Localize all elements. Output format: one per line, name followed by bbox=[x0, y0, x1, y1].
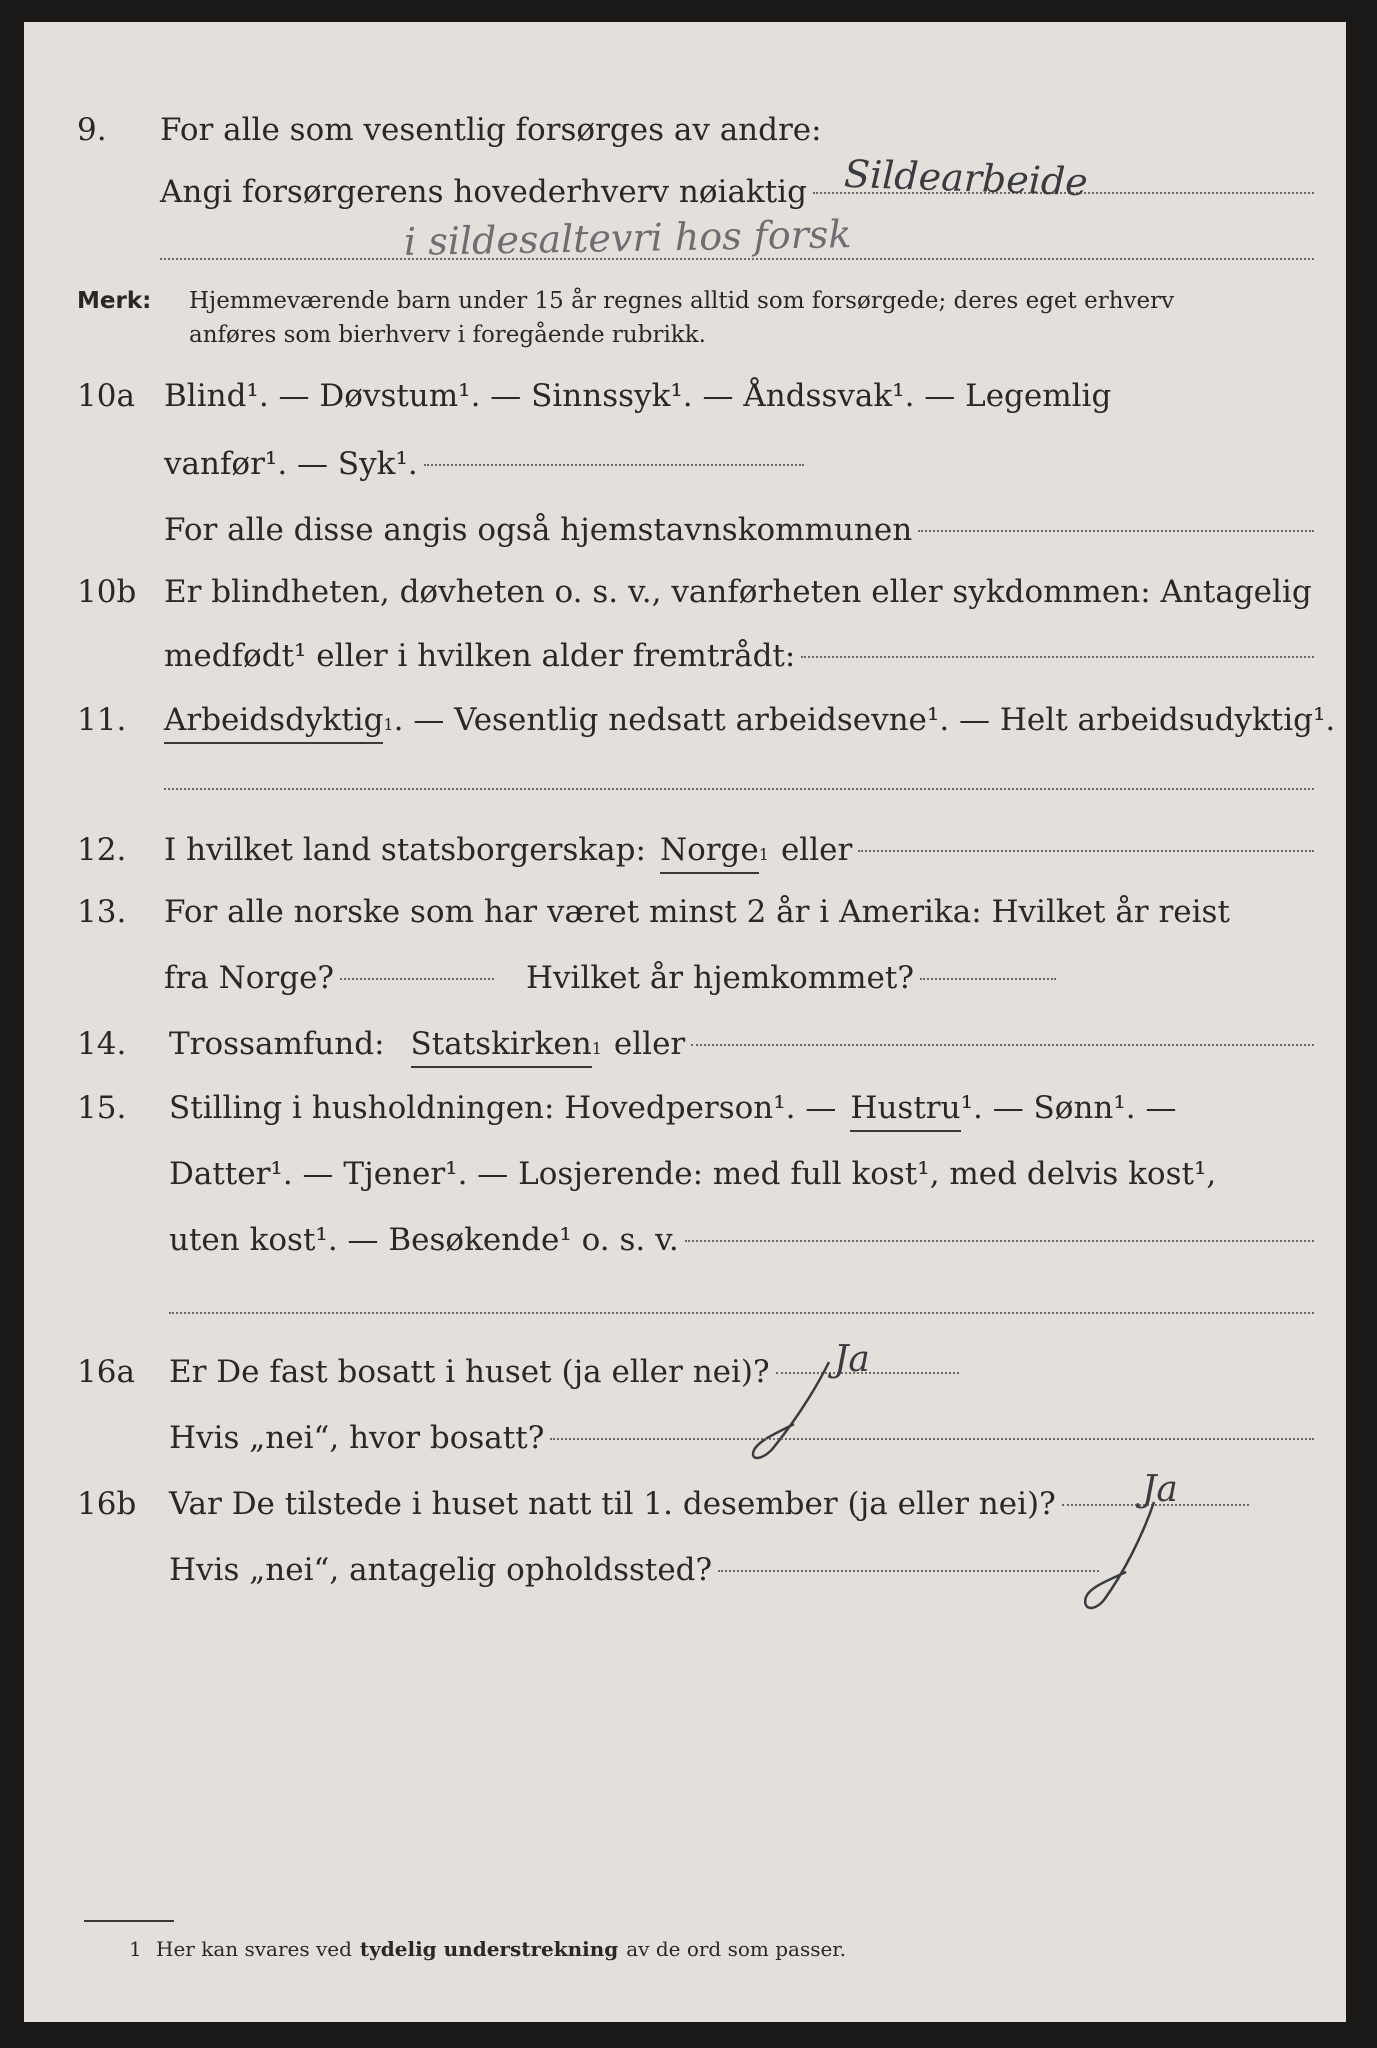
q13-return-label: Hvilket år hjemkommet? bbox=[526, 960, 914, 996]
q14-label: Trossamfund: bbox=[169, 1026, 385, 1062]
q16b-number: 16b bbox=[77, 1486, 137, 1522]
q16a-question: Er De fast bosatt i huset (ja eller nei)? bbox=[169, 1354, 770, 1390]
q10a-row-3 bbox=[24, 508, 1346, 552]
q12-citizenship-field[interactable]: I hvilket land statsborgerskap: Norge 1 eller bbox=[164, 828, 1314, 874]
q10b-row-1 bbox=[24, 570, 1346, 614]
q16a-address-field[interactable] bbox=[169, 1416, 1314, 1460]
q15-row-1 bbox=[24, 1086, 1346, 1130]
q12-row bbox=[24, 828, 1346, 872]
q12-question: I hvilket land statsborgerskap: bbox=[164, 832, 646, 868]
q16b-location-label: Hvis „nei“, antagelig opholdssted? bbox=[169, 1552, 713, 1588]
q16a-row-2 bbox=[24, 1416, 1346, 1460]
q11-options: Arbeidsdyktig 1 . — Vesentlig nedsatt arbeidsevne¹. — Helt arbeidsudyktig¹. bbox=[164, 698, 1335, 744]
q16b-row-2 bbox=[24, 1548, 1346, 1592]
q10a-row-2 bbox=[24, 442, 1346, 486]
q10a-row-1 bbox=[24, 374, 1346, 418]
q15-choice-hustru[interactable]: Hustru bbox=[850, 1086, 960, 1132]
merk-label: Merk: bbox=[77, 288, 152, 314]
q15-number: 15. bbox=[77, 1090, 127, 1126]
footnote-mark: 1 bbox=[129, 1937, 142, 1961]
q13-departure-label: fra Norge? bbox=[164, 960, 335, 996]
q9-row-1 bbox=[24, 108, 1346, 152]
q16a-address-label: Hvis „nei“, hvor bosatt? bbox=[169, 1420, 545, 1456]
q16b-handwritten-answer: Ja bbox=[1142, 1469, 1178, 1510]
q10a-options: Blind¹. — Døvstum¹. — Sinnssyk¹. — Åndssvak¹. — Legemlig bbox=[164, 378, 1112, 414]
q12-eller: eller bbox=[780, 832, 853, 868]
q9-number: 9. bbox=[77, 112, 107, 148]
q16b-location-field[interactable] bbox=[169, 1548, 1099, 1592]
footnote-text-a: Her kan svares ved bbox=[156, 1937, 352, 1961]
q9-row-2 bbox=[24, 151, 1346, 214]
q14-choice-statskirken[interactable]: Statskirken bbox=[411, 1022, 592, 1068]
q16a-row-1 bbox=[24, 1339, 1346, 1394]
q10b-question-2: medfødt¹ eller i hvilken alder fremtrådt: bbox=[164, 638, 796, 674]
q13-row-2 bbox=[24, 956, 1346, 1000]
q15-options-2: Datter¹. — Tjener¹. — Losjerende: med full kost¹, med delvis kost¹, bbox=[169, 1156, 1217, 1192]
q16a-handwritten-answer: Ja bbox=[834, 1339, 870, 1380]
q16a-number: 16a bbox=[77, 1354, 135, 1390]
q15-other-field[interactable] bbox=[169, 1218, 1314, 1262]
q15-blank-line[interactable] bbox=[169, 1312, 1314, 1314]
q15-label: Stilling i husholdningen: Hovedperson¹. — bbox=[169, 1090, 837, 1126]
q14-row bbox=[24, 1022, 1346, 1066]
q13-row-1 bbox=[24, 890, 1346, 934]
q13-question: For alle norske som har været minst 2 år i Amerika: Hvilket år reist bbox=[164, 894, 1230, 930]
q9-handwritten-answer-1: Sildearbeide bbox=[843, 151, 1089, 205]
q14-number: 14. bbox=[77, 1026, 127, 1062]
q12-choice-norge[interactable]: Norge bbox=[660, 828, 759, 874]
q12-number: 12. bbox=[77, 832, 127, 868]
q15-options-1 bbox=[169, 1086, 1177, 1132]
q10b-question: Er blindheten, døvheten o. s. v., vanførheten eller sykdommen: Antagelig bbox=[164, 574, 1312, 610]
q11-options-rest: . — Vesentlig nedsatt arbeidsevne¹. — Helt arbeidsudyktig¹. bbox=[393, 702, 1336, 738]
footnote-text-c: av de ord som passer. bbox=[626, 1937, 847, 1961]
merk-text-2: anføres som bierhverv i foregående rubrikk. bbox=[189, 322, 706, 348]
q13-return-field[interactable] bbox=[526, 956, 1056, 1000]
q9-question: For alle som vesentlig forsørges av andre: bbox=[160, 112, 822, 148]
census-form-page bbox=[24, 22, 1346, 2022]
q10b-row-2 bbox=[24, 634, 1346, 678]
merk-text-1: Hjemmeværende barn under 15 år regnes alltid som forsørgede; deres eget erhverv bbox=[189, 288, 1175, 314]
q10a-options-2: vanfør¹. — Syk¹. bbox=[164, 446, 418, 482]
footnote bbox=[24, 1932, 1346, 1976]
q11-blank-line[interactable] bbox=[164, 788, 1314, 790]
merk-row-2 bbox=[24, 318, 1346, 362]
q10a-field-1[interactable] bbox=[164, 442, 804, 486]
q11-row bbox=[24, 698, 1346, 742]
q14-eller: eller bbox=[613, 1026, 686, 1062]
q9-handwritten-answer-2: i sildesaltevri hos forsk bbox=[403, 212, 852, 264]
q10b-age-field[interactable] bbox=[164, 634, 1314, 678]
q15-options-3: uten kost¹. — Besøkende¹ o. s. v. bbox=[169, 1222, 679, 1258]
q15-options-1-rest: ¹. — Sønn¹. — bbox=[960, 1090, 1177, 1126]
q10a-number: 10a bbox=[77, 378, 135, 414]
footnote-rule bbox=[84, 1920, 174, 1922]
q9-continuation-line[interactable] bbox=[160, 258, 1314, 260]
q9-occupation-label: Angi forsørgerens hovederhverv nøiaktig bbox=[160, 174, 807, 210]
footnote-text-bold: tydelig understrekning bbox=[359, 1937, 619, 1961]
q10a-hometown-label: For alle disse angis også hjemstavnskommunen bbox=[164, 512, 913, 548]
q11-choice-arbeidsdyktig[interactable]: Arbeidsdyktig bbox=[164, 698, 383, 744]
q13-number: 13. bbox=[77, 894, 127, 930]
q11-number: 11. bbox=[77, 702, 127, 738]
q10b-number: 10b bbox=[77, 574, 137, 610]
q13-departure-field[interactable] bbox=[164, 956, 494, 1000]
q9-row-3 bbox=[24, 212, 1346, 272]
q16b-question: Var De tilstede i huset natt til 1. desember (ja eller nei)? bbox=[169, 1486, 1056, 1522]
q14-religion-field[interactable]: Trossamfund: Statskirken 1 eller bbox=[169, 1022, 1314, 1068]
q9-occupation-field[interactable] bbox=[160, 170, 1314, 214]
q10a-hometown-field[interactable] bbox=[164, 508, 1314, 552]
footnote-text bbox=[156, 1932, 846, 1966]
q15-row-2 bbox=[24, 1152, 1346, 1196]
q15-row-3 bbox=[24, 1218, 1346, 1262]
